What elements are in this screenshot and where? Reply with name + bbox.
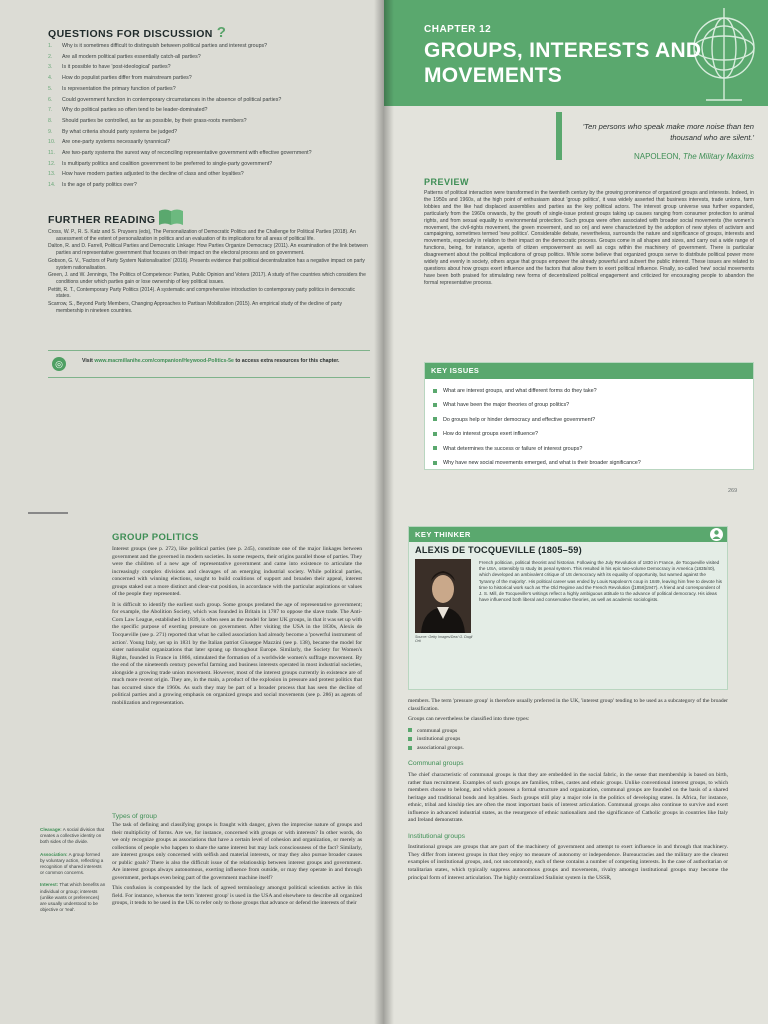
key-thinker-heading: KEY THINKER	[409, 527, 727, 542]
question-item	[48, 116, 368, 127]
person-icon	[710, 528, 723, 541]
gutter-shadow	[374, 512, 384, 1024]
question-text: Why do political parties so often tend to be leader-dominated?	[62, 107, 208, 114]
gutter-shadow	[384, 0, 394, 512]
question-text: Are one-party systems necessarily tyrannical?	[62, 139, 171, 146]
questions-heading: QUESTIONS FOR DISCUSSION ?	[48, 24, 227, 41]
question-item	[48, 105, 368, 116]
group-type-item: associational groups.	[408, 744, 728, 753]
preview-text: Patterns of political interaction were transformed in the twentieth century by the growing prominence of organized groups and interests. Indeed, in the 1950s and 1960s, at the high point of enthusiasm about 'group politics', it was widely asserted that business interests, trade unions, farm lobbies and the like had displaced assemblies and parties as the key political actors. The interest group universe was further expanded, particularly from the 1960s onwards, by the growth of single-issue protest groups taking up causes ranging from consumer protection to animal rights, and from sexual equality to environmental protection. Such groups were often associated with broader social movements (the women's movement, the civil-rights movement, the green movement, and so on) and were characterized by the adoption of new styles of activism and campaigning, sometimes termed 'new politics'. Considerable debate, nevertheless, surrounds the nature and significance of groups, interests and movements, especially in relation to their impact on the democratic process. Groups come in all shapes and sizes, and carry out a wide range of functions, being, for instance, agents of citizen empowerment as well as cogs within the machinery of government. There is particular disagreement about the political implications of group politics. While some believe that organized groups serve to distribute political power more widely and evenly in society, others argue that groups empower the already powerful and subvert the public interest. These issues are related to questions about how groups exert influence and the factors that allow them to exert political influence. Finally, so-called 'new' social movements have been both praised for stimulating new forms of decentralized political engagement and criticized for encouraging people to abandon the formal representative process.	[424, 190, 754, 286]
glossary-term: Association:	[40, 851, 68, 857]
question-item	[48, 180, 368, 191]
header-rule	[28, 512, 68, 514]
paragraph: This confusion is compounded by the lack of agreed terminology amongst political scientists active in this field. For instance, whereas the term 'interest group' is used in the USA and elsewhere to describe all organized groups, it tends to be used in the UK to refer only to those groups that advance or defend the interests of their	[112, 885, 362, 907]
types-of-group-body	[112, 822, 362, 911]
institutional-groups-heading: Institutional groups	[408, 832, 466, 840]
epigraph-source: NAPOLEON, The Military Maxims	[633, 152, 754, 161]
key-issue-item: What determines the success or failure of interest groups?	[433, 442, 751, 456]
key-issues-box	[424, 362, 754, 470]
group-politics-body	[112, 546, 362, 710]
question-text: Are two-party systems the surest way of reconciling representative government with effective government?	[62, 150, 312, 157]
chapter-title: GROUPS, INTERESTS AND MOVEMENTS	[424, 39, 702, 87]
reading-entry: Scarrow, S., Beyond Party Members, Changing Approaches to Partisan Mobilization (2015). An empirical study of the decline of party membership in nineteen countries.	[48, 301, 343, 314]
paragraph: The chief characteristic of communal groups is that they are embedded in the social fabric, in the sense that membership is based on birth, rather than recruitment. Examples of such groups are families, tribes, castes and ethnic groups. Unlike conventional interest groups, to which members choose to belong, and which possess a formal structure and organization, communal groups are founded on the basis of a shared heritage and traditional bonds and loyalties. Such groups still play a major role in the politics of developing states. In Africa, for instance, ethnic, tribal and kinship ties are often the most important basis of interest articulation. Communal groups also continue to survive and exert influence in advanced industrial states, as the resurgence of ethnic nationalism and the significance of Catholic groups in countries like Italy and Ireland demonstrate.	[408, 771, 728, 824]
group-type-item: communal groups	[408, 727, 728, 736]
reading-entry: Cross, W. P., R. S. Katz and S. Pruysers (eds), The Personalization of Democratic Politics and the Challenge for Political Parties (2018). An assessment of the extent of personalization in politics and an evaluation of its implications for all areas of political life.	[48, 229, 356, 242]
question-number: 14.	[48, 182, 56, 189]
paragraph: Groups can nevertheless be classified into three types:	[408, 716, 530, 723]
question-number: 8.	[48, 117, 53, 124]
question-number: 13.	[48, 171, 56, 178]
question-text: Could government function in contemporary circumstances in the absence of political parties?	[62, 96, 282, 103]
question-text: Is representation the primary function of parties?	[62, 85, 176, 92]
glossary-entry	[40, 882, 106, 913]
page-key-thinker	[384, 512, 768, 1024]
page-chapter-opener	[384, 0, 768, 512]
gutter-shadow	[374, 0, 384, 512]
question-number: 1.	[48, 43, 53, 49]
bottom-spread	[0, 512, 768, 1024]
margin-glossary	[40, 827, 106, 919]
key-issues-list	[433, 384, 751, 470]
key-issues-heading: KEY ISSUES	[425, 363, 753, 379]
further-reading-heading: FURTHER READING	[48, 214, 156, 226]
question-number: 9.	[48, 128, 53, 135]
preview-heading: PREVIEW	[424, 177, 470, 187]
further-reading-list	[48, 229, 368, 315]
glossary-term: Cleavage:	[40, 827, 62, 832]
key-issue-item: Do groups help or hinder democracy and effective government?	[433, 413, 751, 427]
key-issue-item: How do interest groups exert influence?	[433, 427, 751, 441]
group-types-body	[408, 698, 728, 885]
group-type-item: institutional groups	[408, 735, 728, 744]
page-questions	[0, 0, 384, 512]
portrait-image	[415, 559, 471, 633]
question-number: 11.	[48, 150, 55, 157]
question-text: How have modern parties adjusted to the decline of class and other loyalties?	[62, 171, 244, 178]
question-text: Is the age of party politics over?	[62, 182, 137, 189]
paragraph: The task of defining and classifying groups is fraught with danger, given the imprecise nature of groups and their multiplicity of forms. Are we, for instance, concerned with groups or with interests? In other words, do we only recognize groups as associations that have a certain level of cohesion and organization, or merely as collections of people who happen to share the same interest but may lack consciousness of the fact? Similarly, are interest groups only concerned with selfish and material interests, or may they also pursue broader causes or public goals? There is also the difficult issue of the relationship between interest groups and government. Are interest groups always autonomous, exerting influence from outside, or may they operate in and through government, perhaps even being part of the government machine itself?	[112, 822, 362, 881]
glossary-definition: A social division that creates a collective identity on both sides of the divide.	[40, 827, 105, 845]
question-number: 7.	[48, 107, 53, 114]
question-number: 4.	[48, 75, 53, 82]
question-text: Should parties be controlled, as far as possible, by their grass-roots members?	[62, 117, 247, 124]
chapter-banner	[384, 0, 768, 106]
reading-entry: Dalton, R. and D. Farrell, Political Parties and Democratic Linkage: How Parties Organize Democracy (2011). An examination of the link between parties and representative government that focuses on their impact on the electoral process and on government.	[48, 243, 368, 257]
reading-entry: Pettitt, R. T., Contemporary Party Politics (2014). A systematic and comprehensive introduction to contemporary party politics in democratic states.	[48, 286, 355, 300]
page-number: 269	[728, 488, 738, 494]
question-number: 6.	[48, 96, 53, 103]
glossary-entry	[40, 827, 106, 846]
questions-list	[48, 41, 368, 191]
question-item	[48, 127, 368, 138]
epigraph-quote: 'Ten persons who speak make more noise than ten thousand who are silent.'	[582, 122, 754, 142]
question-text: Why is it sometimes difficult to distinguish between political parties and interest groups?	[62, 43, 268, 49]
glossary-definition: A group formed by voluntary action, reflecting a recognition of shared interests or common concerns.	[40, 851, 104, 876]
question-item	[48, 84, 368, 95]
question-text: Is it possible to have 'post-ideological' parties?	[62, 64, 171, 71]
question-item	[48, 62, 368, 73]
question-item	[48, 95, 368, 106]
chapter-number: CHAPTER 12	[424, 24, 492, 35]
glossary-entry	[40, 852, 106, 877]
thinker-name: ALEXIS DE TOCQUEVILLE (1805–59)	[415, 545, 582, 555]
question-number: 12.	[48, 160, 56, 167]
glossary-term: Interest:	[40, 882, 59, 888]
thinker-biography: French politician, political theorist and historian. Following the July Revolution of 1830 in France, de Tocqueville visited the USA, ostensibly to study its penal system. This resulted in his epic two-volume Democracy in America (1835/40), which developed an ambivalent critique of US democracy with its equality of opportunity, but warned against the 'tyranny of the majority'. His political career was ended by Louis Napoleon's coup in 1849, leaving him free to devote his time to historical work such as The Old Regime and the French Revolution ([1856]1947). A friend and correspondent of J. S. Mill, de Tocqueville's writings reflect a highly ambiguous attitude to the advance of political democracy. His ideas have influenced both liberal and conservative theories, as well as academic sociologists.	[479, 560, 722, 603]
paragraph: Institutional groups are groups that are part of the machinery of government and attempt to exert influence in and through that machinery. They differ from interest groups in that they enjoy no measure of autonomy or independence. Bureaucracies and the military are the clearest examples of institutional groups, and, not uncommonly, each of these contains a number of competing interests. In the case of authoritarian or totalitarian states, which typically suppress autonomous groups and movements, rivalry amongst institutional groups may become the principal form of interest articulation. The highly centralized Stalinist system in the USSR,	[408, 844, 728, 881]
portrait-caption: Source: Getty Images/Dea/ G. Dagli Orti	[415, 635, 473, 644]
communal-groups-heading: Communal groups	[408, 760, 464, 768]
group-politics-heading: GROUP POLITICS	[112, 532, 199, 543]
question-text: Are all modern political parties essentially catch-all parties?	[62, 53, 201, 60]
question-number: 10.	[48, 139, 56, 146]
question-item	[48, 41, 368, 52]
companion-website-text: Visit www.macmillanihe.com/companion/Heywood-Politics-5e to access extra resources for this chapter.	[82, 358, 340, 364]
reading-entry: Gobson, G. V., 'Factors of Party System Nationalisation' (2016). Presents evidence that political decentralization has a negative impact on party system nationalisation.	[48, 257, 365, 271]
paragraph: It is difficult to identify the earliest such group. Some groups predated the age of representative government; for example, the Abolition Society, which was founded in Britain in 1787 to oppose the slave trade. The Anti-Corn Law League, established in 1839, is often seen as the model for later UK groups, in that it was set up with the specific purpose of exerting pressure on government. After visiting the USA in the 1830s, Alexis de Tocqueville (see p. 271) reported that what he called association had already become a 'powerful instrument of action'. Young Italy, set up in 1831 by the Italian patriot Giuseppe Mazzini (see p. 138), became the model for sister nationalist organizations that later sprang up throughout Europe. Similarly, the Society for Women's Rights, founded in France in 1866, stimulated the formation of a worldwide women's suffrage movement. By the end of the nineteenth century powerful farming and business interests operated in most industrial societies, alongside a growing trade union movement. However, most of the interest groups currently in existence are of much more recent origin. They are, in the main, a product of the explosion in pressure and protest politics that has occurred since the 1960s. As such they may be part of a broader process that has seen the decline of political parties and a growing emphasis on organized groups and social movements (see p. 286) as agents of mobilization and representation.	[112, 601, 362, 706]
question-number: 5.	[48, 85, 53, 92]
question-number: 2.	[48, 53, 53, 60]
question-item	[48, 52, 368, 63]
question-item	[48, 169, 368, 180]
question-mark-icon: ?	[216, 24, 227, 41]
question-number: 3.	[48, 64, 53, 71]
question-item	[48, 73, 368, 84]
key-issue-item: What are interest groups, and what different forms do they take?	[433, 384, 751, 398]
reading-entry: Green, J. and W. Jennings, The Politics of Competence: Parties, Public Opinion and Voters (2017). A study of five countries which considers the conditions under which parties gain or lose ownership of key political issues.	[48, 272, 366, 285]
question-text: How do populist parties differ from mainstream parties?	[62, 75, 192, 82]
book-icon	[158, 208, 184, 226]
key-issue-item: What have been the major theories of group politics?	[433, 398, 751, 412]
paragraph: members. The term 'pressure group' is therefore usually preferred in the UK, 'interest group' tending to be used as a subcategory of the broader classification.	[408, 698, 728, 712]
question-item	[48, 137, 368, 148]
key-issue-item: Why have new social movements emerged, and what is their broader significance?	[433, 456, 751, 470]
question-item	[48, 159, 368, 170]
companion-website-link[interactable]: www.macmillanihe.com/companion/Heywood-Politics-5e	[94, 358, 234, 364]
group-types-list	[408, 727, 728, 753]
paragraph: Interest groups (see p. 272), like political parties (see p. 245), constitute one of the major linkages between government and the governed in modern societies. In some respects, their origins parallel those of parties. They were the children of a new age of representative government and came into existence to articulate the increasingly complex divisions and cleavages of an emerging industrial society. While political parties, concerned with winning elections, sought to build coalitions of support and broaden their appeal, interest groups staked out a more distinct and clear-cut position, in accordance with the particular aspirations or values of the people they represented.	[112, 546, 362, 598]
page-group-politics	[0, 512, 384, 1024]
globe-icon: ◎	[52, 357, 66, 371]
companion-website-box	[48, 350, 370, 378]
question-text: Is multiparty politics and coalition government to be preferred to single-party government?	[62, 160, 273, 167]
question-text: By what criteria should party systems be judged?	[62, 128, 178, 135]
gutter-shadow	[384, 512, 394, 1024]
quote-accent-bar	[556, 112, 562, 160]
glossary-definition: That which benefits an individual or group; interests (unlike wants or preferences) are usually understood to be objective or 'real'.	[40, 882, 106, 913]
question-item	[48, 148, 368, 159]
key-thinker-box	[408, 526, 728, 690]
types-of-group-heading: Types of group	[112, 813, 157, 820]
